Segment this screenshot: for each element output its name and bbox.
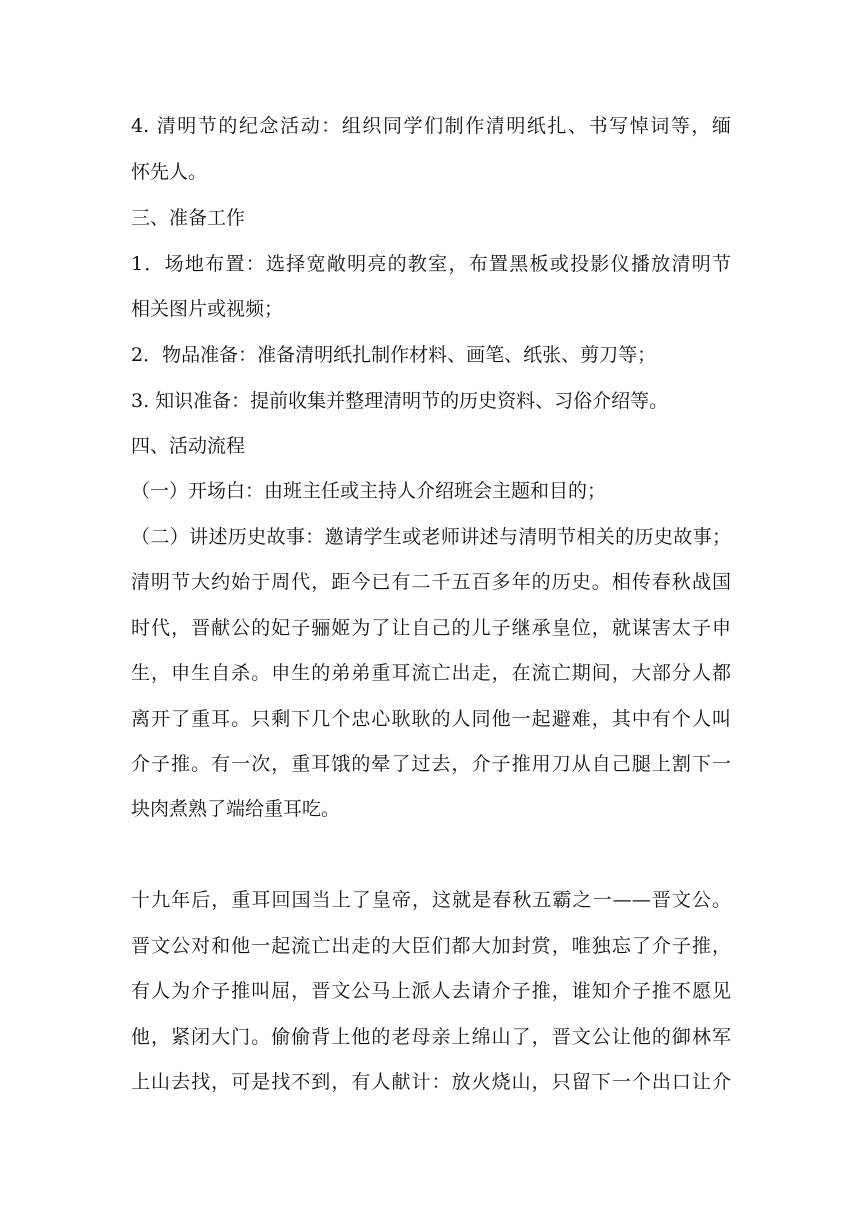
text-line: 离开了重耳。只剩下几个忠心耿耿的人同他一起避难，其中有个人叫 <box>131 708 731 730</box>
text-line: （一）开场白：由班主任或主持人介绍班会主题和目的； <box>131 480 607 502</box>
text-line: 晋文公对和他一起流亡出走的大臣们都大加封赏，唯独忘了介子推， <box>131 935 731 957</box>
text-line: 介子推。有一次，重耳饿的晕了过去，介子推用刀从自己腿上割下一 <box>131 753 731 775</box>
text-line: 怀先人。 <box>131 161 208 183</box>
text-line: 清明节大约始于周代，距今已有二千五百多年的历史。相传春秋战国 <box>131 571 731 593</box>
section-heading: 三、准备工作 <box>131 207 246 229</box>
text-line: 上山去找，可是找不到，有人献计：放火烧山，只留下一个出口让介 <box>131 1071 731 1093</box>
text-line: 块肉煮熟了端给重耳吃。 <box>131 798 341 820</box>
text-line: 生，申生自杀。申生的弟弟重耳流亡出走，在流亡期间，大部分人都 <box>131 662 731 684</box>
text-line: 3. 知识准备：提前收集并整理清明节的历史资料、习俗介绍等。 <box>131 390 669 412</box>
text-line: 时代，晋献公的妃子骊姬为了让自己的儿子继承皇位，就谋害太子申 <box>131 617 731 639</box>
text-line: 4. 清明节的纪念活动：组织同学们制作清明纸扎、书写悼词等，缅 <box>131 115 731 137</box>
text-line: 有人为介子推叫屈，晋文公马上派人去请介子推，谁知介子推不愿见 <box>131 980 731 1002</box>
text-line: 他，紧闭大门。偷偷背上他的老母亲上绵山了，晋文公让他的御林军 <box>131 1026 731 1048</box>
text-line: 1．场地布置：选择宽敞明亮的教室，布置黑板或投影仪播放清明节 <box>131 253 731 275</box>
text-line: 2．物品准备：准备清明纸扎制作材料、画笔、纸张、剪刀等； <box>131 344 657 366</box>
text-line: 相关图片或视频； <box>131 298 284 320</box>
section-heading: 四、活动流程 <box>131 435 246 457</box>
text-line: 十九年后，重耳回国当上了皇帝，这就是春秋五霸之一——晋文公。 <box>131 889 731 911</box>
text-line: （二）讲述历史故事：邀请学生或老师讲述与清明节相关的历史故事； <box>131 526 731 548</box>
